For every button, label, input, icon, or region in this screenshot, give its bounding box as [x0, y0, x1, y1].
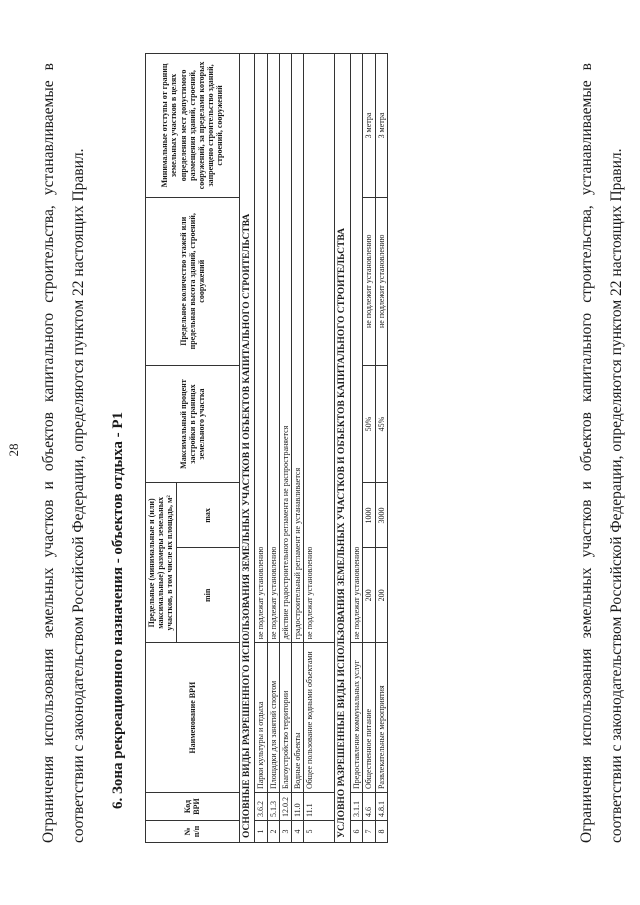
header-min: min — [176, 548, 239, 643]
header-num: № п/п — [146, 821, 240, 843]
row-name: Благоустройство территории — [279, 643, 291, 793]
row-num: 8 — [375, 821, 387, 843]
row-max: 3000 — [375, 483, 387, 548]
row-num: 4 — [292, 821, 304, 843]
header-code: Код ВРИ — [146, 793, 240, 821]
page-number: 28 — [6, 443, 21, 457]
header-size-limits: Предельные (минимальные и (или) максимальные) размеры земельных участков, в том числе их площадь, м² — [146, 483, 177, 643]
row-note: действие градостроительного регламента не распространяется — [279, 54, 291, 643]
row-note: не подлежат установлению — [255, 54, 267, 643]
row-floors: не подлежит установлению — [375, 197, 387, 365]
row-note: не подлежат установлению — [304, 54, 335, 643]
table-row — [304, 54, 335, 843]
row-num: 1 — [255, 821, 267, 843]
row-code: 4.8.1 — [375, 793, 387, 821]
zone-regulations-table — [145, 53, 388, 843]
row-num: 2 — [267, 821, 279, 843]
table-row — [375, 54, 387, 843]
zone-heading: 6. Зона рекреационного назначения - объектов отдыха - Р1 — [110, 412, 126, 809]
row-num: 6 — [351, 821, 363, 843]
header-setbacks: Минимальные отступы от границ земельных участков в целях определения мест допустимого размещения зданий, строений, сооружений, за пределами которых запрещено строительство зданий, строений, сооружений — [146, 54, 240, 198]
row-min: 200 — [375, 548, 387, 643]
section-row-main — [239, 54, 255, 843]
restrictions-paragraph-top: Ограничения использования земельных участков и объектов капитального строительства, устанавливаемые в соответствии с законодательством Российской Федерации, определяются пунктом 22 настоящих Правил. — [40, 63, 87, 843]
row-num: 5 — [304, 821, 335, 843]
section-row-conditional — [335, 54, 351, 843]
section-main-title: ОСНОВНЫЕ ВИДЫ РАЗРЕШЕННОГО ИСПОЛЬЗОВАНИЯ ЗЕМЕЛЬНЫХ УЧАСТКОВ И ОБЪЕКТОВ КАПИТАЛЬНОГО СТРОИТЕЛЬСТВА — [239, 54, 255, 843]
row-min: 200 — [363, 548, 375, 643]
row-name: Водные объекты — [292, 643, 304, 793]
row-percent: 50% — [363, 365, 375, 483]
table-row — [267, 54, 279, 843]
row-code: 3.6.2 — [255, 793, 267, 821]
row-code: 3.1.1 — [351, 793, 363, 821]
table-row — [292, 54, 304, 843]
row-code: 11.0 — [292, 793, 304, 821]
row-code: 5.1.3 — [267, 793, 279, 821]
table-row — [279, 54, 291, 843]
section-conditional-title: УСЛОВНО РАЗРЕШЕННЫЕ ВИДЫ ИСПОЛЬЗОВАНИЯ ЗЕМЕЛЬНЫХ УЧАСТКОВ И ОБЪЕКТОВ КАПИТАЛЬНОГО СТРОИТЕЛЬСТВА — [335, 54, 351, 843]
row-name: Развлекательные мероприятия — [375, 643, 387, 793]
table-row — [351, 54, 363, 843]
table-header-row — [146, 54, 177, 843]
row-name: Парки культуры и отдыха — [255, 643, 267, 793]
table-row — [363, 54, 375, 843]
row-note: не подлежат установлению — [267, 54, 279, 643]
header-max-percent: Максимальный процент застройки в границах земельного участка — [146, 365, 240, 483]
row-floors: не подлежит установлению — [363, 197, 375, 365]
header-max: max — [176, 483, 239, 548]
header-name: Наименование ВРИ — [146, 643, 240, 793]
row-code: 4.6 — [363, 793, 375, 821]
row-setback: 3 метра — [363, 54, 375, 198]
table-row — [255, 54, 267, 843]
row-name: Общественное питание — [363, 643, 375, 793]
row-code: 12.0.2 — [279, 793, 291, 821]
row-name: Площадки для занятий спортом — [267, 643, 279, 793]
row-note: не подлежат установлению — [351, 54, 363, 643]
row-code: 11.1 — [304, 793, 335, 821]
row-num: 7 — [363, 821, 375, 843]
restrictions-paragraph-bottom: Ограничения использования земельных участков и объектов капитального строительства, устанавливаемые в соответствии с законодательством Российской Федерации, определяются пунктом 22 настоящих Правил. — [578, 63, 625, 843]
row-name: Предоставление коммунальных услуг — [351, 643, 363, 793]
row-note: градостроительный регламент не устанавливается — [292, 54, 304, 643]
row-percent: 45% — [375, 365, 387, 483]
row-setback: 3 метра — [375, 54, 387, 198]
row-num: 3 — [279, 821, 291, 843]
header-floors: Предельное количество этажей или предельная высота зданий, строений, сооружений — [146, 197, 240, 365]
row-name: Общее пользование водными объектами — [304, 643, 335, 793]
row-max: 1000 — [363, 483, 375, 548]
